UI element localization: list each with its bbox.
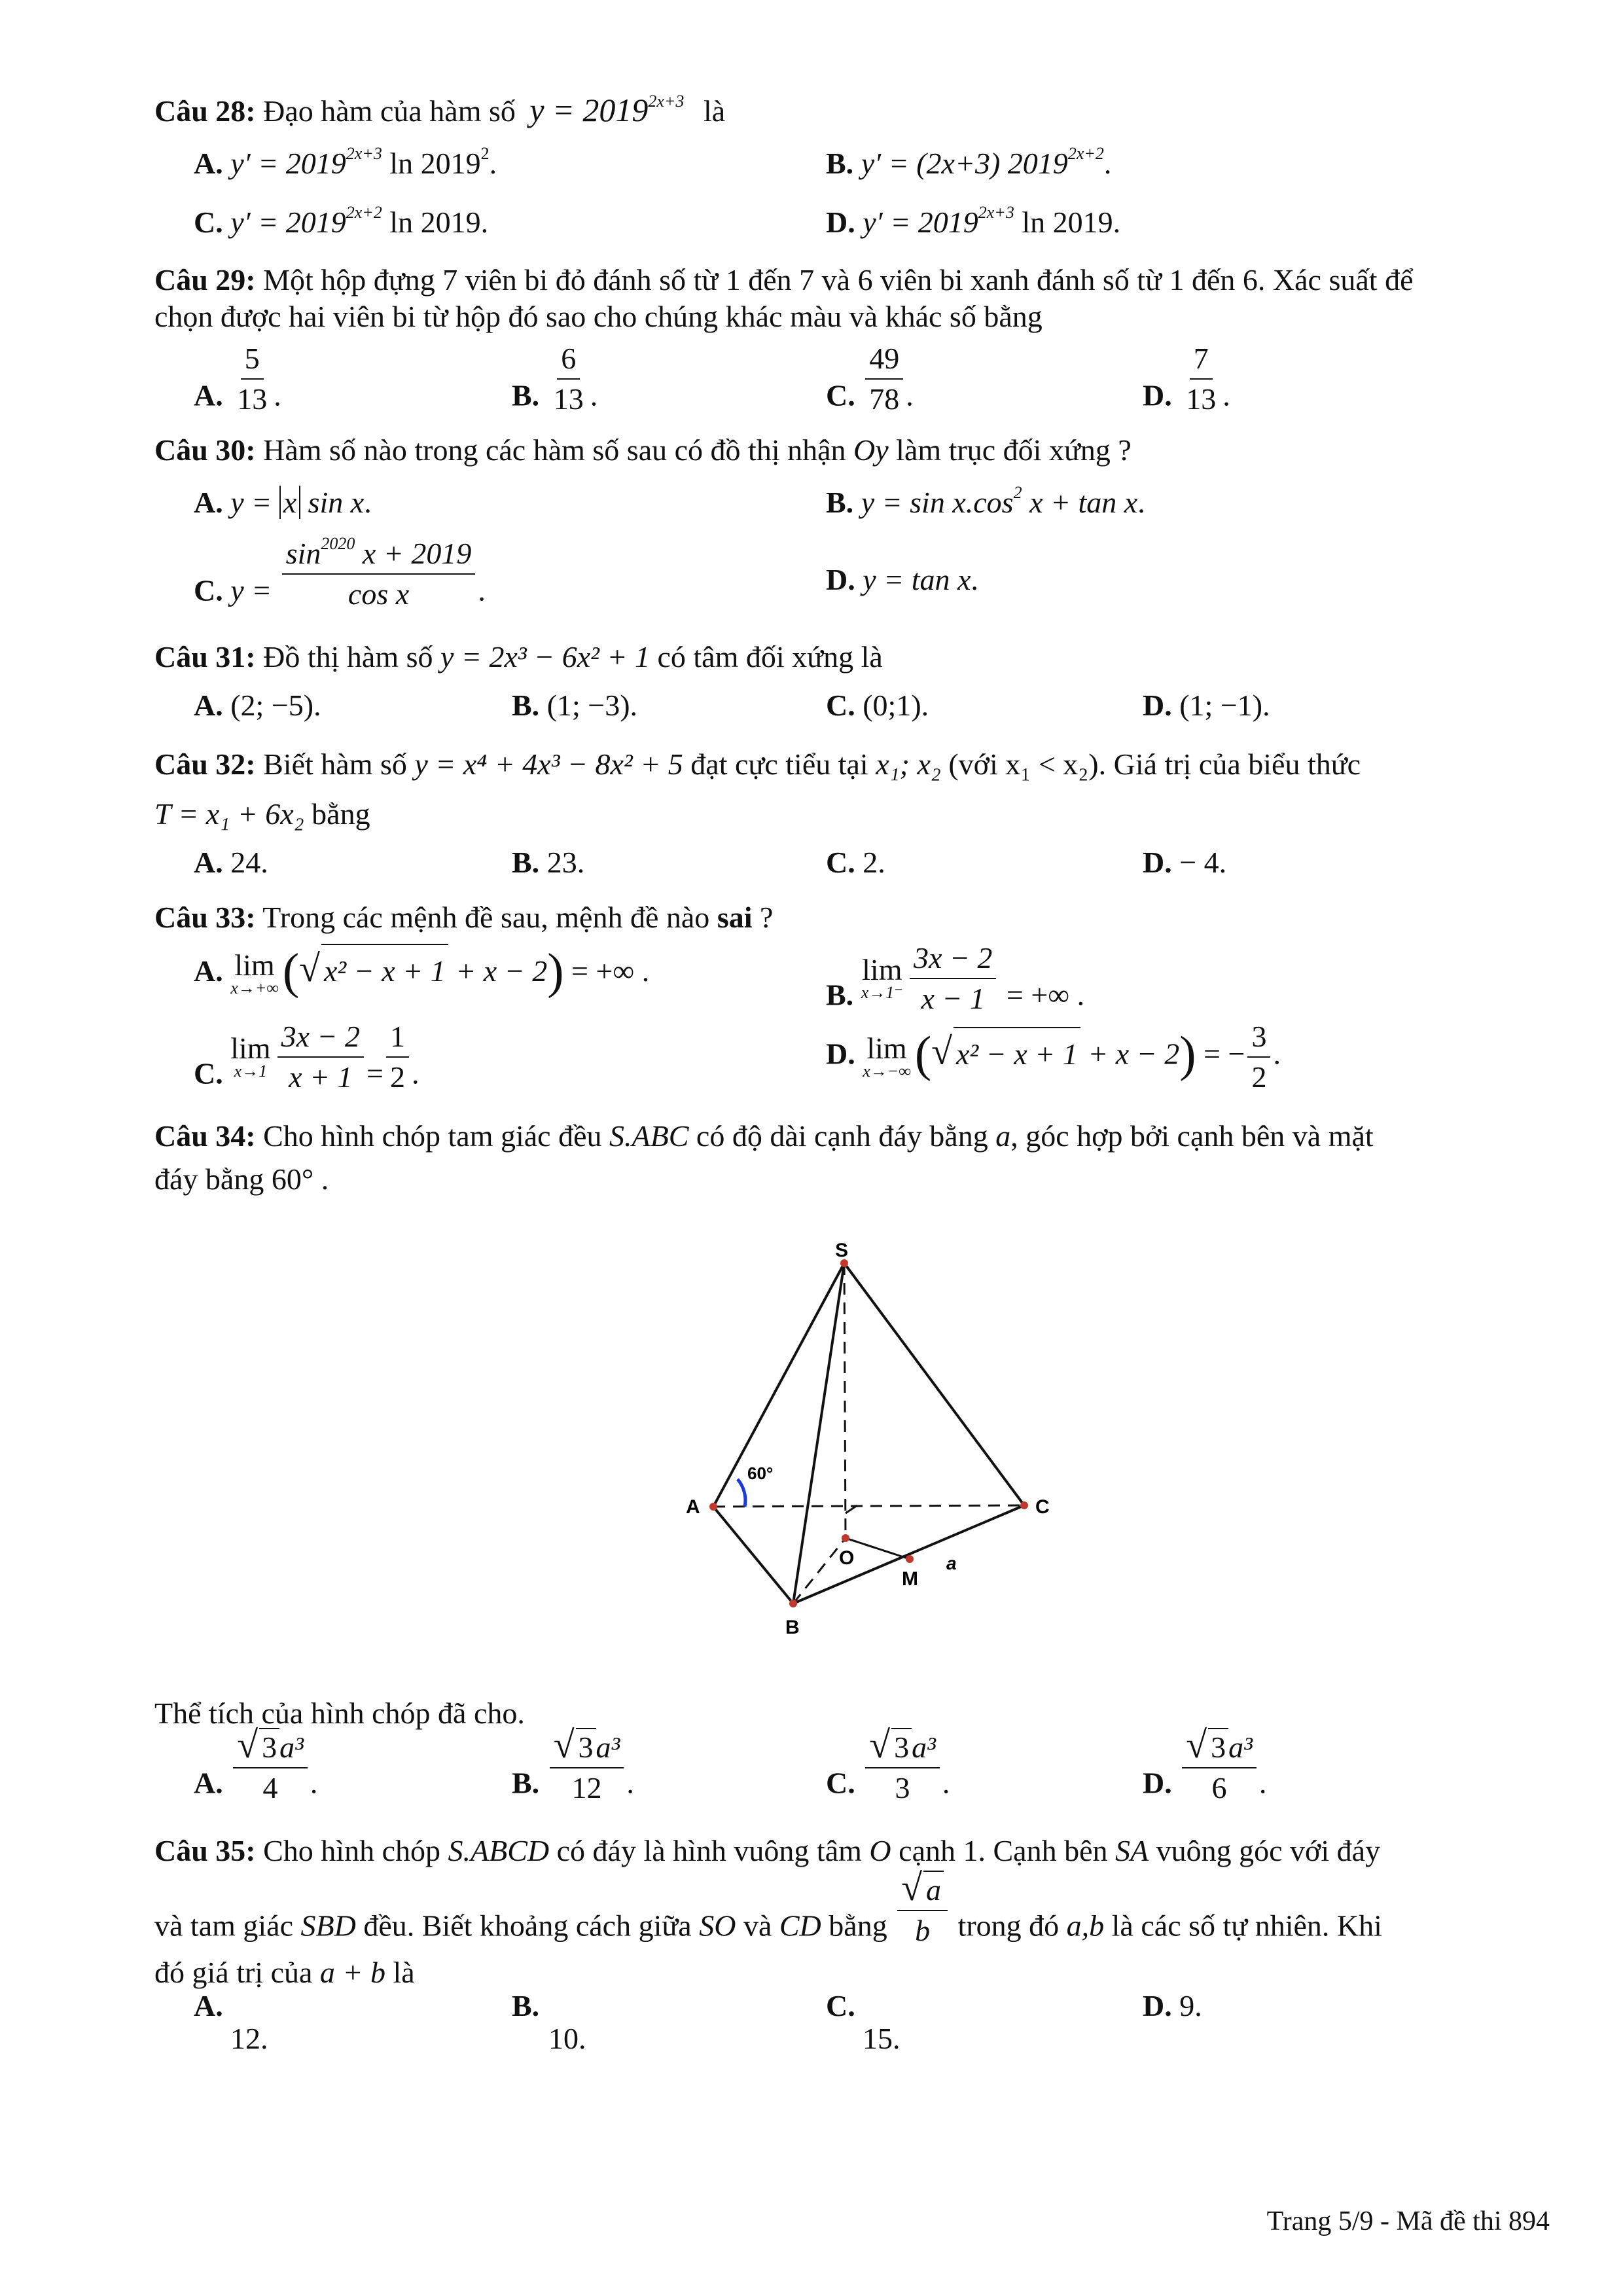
q34-option-b[interactable]: B. $\frac{\text{√ 3a³}}{12}$ . (512, 1727, 634, 1806)
option-rhs: = +∞ . (999, 978, 1085, 1012)
q31-option-d[interactable]: D. (1; −1). (1143, 689, 1270, 722)
q35-triangle: SBD (300, 1909, 356, 1943)
q28-option-d[interactable]: D. $y' = 2019^{2x+3}$ ln 2019. (826, 203, 1121, 239)
label-b: B (785, 1617, 800, 1638)
option-label: A. (194, 486, 223, 519)
option-value: $\frac{\text{√ 3a³}}{12}$ (550, 1727, 624, 1806)
option-value: y = x sin x (230, 486, 365, 519)
option-value: $\frac{\text{√ 3a³}}{3}$ (865, 1727, 940, 1806)
q31-option-a[interactable]: A. (2; −5). (194, 689, 321, 722)
q35-line2a: và tam giác (154, 1909, 294, 1943)
option-label: B. (512, 1766, 540, 1800)
option-value: $\frac{\sin^{2020} x + 2019}{\text{cos x}}$ (282, 535, 476, 613)
option-label: C. (826, 1766, 855, 1800)
q30-label: Câu 30: (154, 433, 256, 467)
option-label: C. (194, 1056, 223, 1090)
option-value: (2; −5) (230, 689, 314, 722)
option-value: $\frac{\text{√ 3a³}}{6}$ (1182, 1727, 1257, 1806)
pyramid-figure (654, 1230, 1113, 1649)
q32-stem-2 (154, 796, 1623, 833)
q32-condition: (với x₁ < x₂). Giá trị của biểu thức (948, 747, 1361, 781)
q30-option-c[interactable]: C. y = $\frac{\sin^{2020} x + 2019}{\text{cos x}}$ . (194, 535, 486, 613)
q28-option-a[interactable]: A. $y' = 2019^{2x+3}$ ln 2019$^2$. (194, 144, 497, 180)
q29-label: Câu 29: (154, 263, 256, 296)
option-value: 2. (863, 846, 885, 879)
q34-text-3: , góc hợp bởi cạnh bên và mặt (1010, 1119, 1374, 1153)
q29-stem (154, 262, 1623, 298)
option-label: A. (194, 1989, 223, 2022)
option-value: $y' = 2019^{2x+3}$ ln 2019 (863, 203, 1113, 239)
option-label: A. (194, 147, 223, 180)
option-label: B. (512, 689, 540, 722)
label-a-side: a (946, 1553, 957, 1573)
option-value: $\frac{49}{78}$ (865, 340, 903, 418)
q35-option-b[interactable] (512, 1990, 586, 2055)
q34-side: a (995, 1119, 1011, 1153)
point-m-dot (906, 1555, 914, 1563)
q33-option-b[interactable]: B. lim x→1⁻ $\frac{3x - 2}{x - 1}$ = +∞ . (826, 940, 1084, 1017)
option-value: $y' = 2019^{2x+3}$ ln 2019$^2$ (230, 144, 490, 180)
point-o-dot (842, 1534, 849, 1542)
option-value: $y' = 2019^{2x+2}$ ln 2019 (230, 203, 481, 239)
q35-stem (154, 1833, 1623, 1869)
option-value: (1; −1) (1179, 689, 1263, 722)
q35-text-2: có đáy là hình vuông tâm (556, 1834, 862, 1867)
option-radicand: x² − x + 1 (321, 944, 448, 997)
q35-line3b: là (393, 1956, 415, 1989)
q35-text-4: vuông góc với đáy (1156, 1834, 1381, 1867)
q34-option-d[interactable]: D. $\frac{\text{√ 3a³}}{6}$ . (1143, 1727, 1266, 1806)
q34-text: Cho hình chóp tam giác đều (263, 1119, 602, 1153)
q29-line1: Một hộp đựng 7 viên bi đỏ đánh số từ 1 đến 7 và 6 viên bi xanh đánh số từ 1 đến 6. Xác suất để (263, 263, 1414, 296)
option-label: D. (1143, 846, 1172, 879)
option-label: B. (512, 378, 540, 412)
q34-option-a[interactable]: A. $\frac{\text{√ 3a³}}{4}$ . (194, 1727, 317, 1806)
q33-text: Trong các mệnh đề sau, mệnh đề nào (262, 901, 710, 934)
q28-option-c[interactable]: C. $y' = 2019^{2x+2}$ ln 2019. (194, 203, 489, 239)
q29-option-a[interactable]: A. $\frac{5}{13}$ . (194, 340, 281, 418)
option-value: 10. (548, 2022, 586, 2055)
label-a: A (686, 1496, 700, 1518)
q31-stem (154, 639, 1623, 675)
option-label: D. (1143, 689, 1172, 722)
label-s: S (835, 1240, 849, 1261)
label-c: C (1035, 1496, 1050, 1518)
label-angle: 60° (747, 1463, 774, 1483)
option-value: 23. (546, 846, 585, 879)
option-value: $\frac{3x - 2}{x + 1}$ (277, 1018, 364, 1096)
label-m: M (902, 1568, 918, 1590)
option-label: B. (826, 486, 854, 519)
q35-so: SO (699, 1909, 736, 1943)
q32-func: y = x⁴ + 4x³ − 8x² + 5 (414, 747, 683, 781)
option-value: $\frac{5}{13}$ (237, 342, 268, 416)
option-value: (0;1) (863, 689, 921, 722)
q35-and: và (743, 1909, 772, 1943)
option-label: D. (826, 1037, 855, 1071)
vertex-b-dot (789, 1600, 797, 1607)
q30-stem (154, 432, 1623, 469)
option-label: D. (1143, 378, 1172, 412)
option-value: $y = \sin x.\cos^2$ x + tan x (861, 483, 1138, 519)
option-label: D. (1143, 1766, 1172, 1800)
option-radicand: x² − x + 1 (954, 1027, 1080, 1081)
q35-line2c: trong đó (957, 1909, 1060, 1943)
option-value: $\frac{\text{√ 3a³}}{4}$ (233, 1727, 308, 1806)
option-label: B. (512, 846, 540, 879)
q34-option-c[interactable]: C. $\frac{\text{√ 3a³}}{3}$ . (826, 1727, 950, 1806)
q33-bold: sai (717, 901, 753, 934)
option-label: C. (826, 689, 855, 722)
option-value: $\frac{7}{13}$ (1186, 342, 1217, 416)
q28-option-b[interactable]: B. y′ = (2x+3) $2019^{2x+2}$. (826, 144, 1112, 180)
option-label: C. (194, 206, 223, 239)
q31-text: Đồ thị hàm số (263, 640, 433, 673)
q28-label: Câu 28: (154, 94, 256, 128)
option-label: D. (826, 563, 855, 596)
q31-option-c[interactable]: C. (0;1). (826, 689, 929, 722)
q33-label: Câu 33: (154, 901, 256, 934)
label-o: O (839, 1547, 855, 1569)
q32-stem (154, 746, 1623, 783)
q35-center: O (869, 1834, 891, 1867)
q35-line3a: đó giá trị của (154, 1956, 313, 1989)
q33-tail: ? (760, 901, 774, 934)
q28-stem (154, 92, 1623, 130)
q29-option-d[interactable]: D. $\frac{7}{13}$ . (1143, 340, 1230, 418)
option-label: C. (826, 846, 855, 879)
q33-option-c[interactable]: C. lim x→1 $\frac{3x - 2}{x + 1}$ = $\frac{1}{2}$ . (194, 1018, 419, 1096)
option-label: B. (826, 147, 854, 180)
q30-option-a[interactable]: A. y = x sin x. (194, 486, 372, 519)
q30-option-b[interactable]: B. $y = \sin x.\cos^2$ x + tan x. (826, 483, 1145, 519)
q34-line2: đáy bằng 60° . (154, 1162, 329, 1196)
q28-tail: là (703, 94, 726, 128)
q31-option-b[interactable]: B. (1; −3). (512, 689, 638, 722)
q30-option-d[interactable]: D. y = tan x. (826, 563, 978, 596)
option-value: $\frac{3x - 2}{x - 1}$ (910, 940, 996, 1017)
option-label: B. (826, 978, 854, 1012)
q35-ab: a,b (1066, 1909, 1105, 1943)
option-value: 12. (230, 2022, 268, 2055)
q31-tail: có tâm đối xứng là (657, 640, 883, 673)
q29-stem-2 (154, 298, 1623, 335)
option-tail: + x − 2 (1080, 1037, 1180, 1071)
option-tail: + x − 2 (448, 954, 548, 988)
q32-expr: T = x₁ + 6x₂ (154, 797, 304, 831)
q29-line2: chọn được hai viên bi từ hộp đó sao cho chúng khác màu và khác số bằng (154, 300, 1043, 333)
option-label: A. (194, 689, 223, 722)
option-value: (1; −3) (546, 689, 630, 722)
option-label: D. (1143, 1989, 1172, 2022)
q35-sum: a + b (319, 1956, 385, 1989)
q28-text: Đạo hàm của hàm số (263, 94, 516, 128)
q35-cd: CD (779, 1909, 821, 1943)
q35-fraction: $\frac{√ a}{b}$ (897, 1869, 948, 1949)
q35-line2d: là các số tự nhiên. Khi (1111, 1909, 1382, 1943)
q28-func: $y = 2019^{2x+3}$ (529, 92, 685, 128)
q30-text: Hàm số nào trong các hàm số sau có đồ thị nhận (263, 433, 846, 467)
q31-label: Câu 31: (154, 640, 256, 673)
q30-axis: Oy (853, 433, 889, 467)
q35-edge: SA (1115, 1834, 1149, 1867)
q32-mid: đạt cực tiểu tại (690, 747, 868, 781)
q33-option-d[interactable]: D. lim x→−∞ (√ x² − x + 1 + x − 2) = − $\frac{3}{2}$ . (826, 1020, 1281, 1094)
option-value: 15. (863, 2022, 901, 2055)
q35-option-c[interactable] (826, 1990, 901, 2055)
option-label: A. (194, 846, 223, 879)
q35-line2b: đều. Biết khoảng cách giữa (363, 1909, 692, 1943)
q31-func: y = 2x³ − 6x² + 1 (440, 640, 650, 673)
vertex-a-dot (709, 1503, 717, 1511)
q35-option-d[interactable] (1143, 1990, 1623, 2022)
q35-option-a[interactable] (194, 1990, 268, 2055)
q32-tail: bằng (312, 797, 370, 831)
option-label: D. (826, 206, 855, 239)
q32-option-d[interactable] (1143, 844, 1623, 881)
option-value: 24. (230, 846, 268, 879)
q32-points: x₁; x₂ (876, 747, 941, 781)
q34-label: Câu 34: (154, 1119, 256, 1153)
option-label: A. (194, 378, 223, 412)
option-value: y = tan x (863, 563, 971, 596)
q33-option-a[interactable]: A. lim x→+∞ (√ x² − x + 1 + x − 2) = +∞ . (194, 944, 650, 999)
option-label: C. (826, 1989, 855, 2022)
option-value: − 4. (1179, 846, 1227, 879)
option-label: B. (512, 1989, 540, 2022)
page-footer: Trang 5/9 - Mã đề thi 894 (1266, 2206, 1550, 2236)
q32-label: Câu 32: (154, 747, 256, 781)
option-label: A. (194, 954, 223, 988)
q35-label: Câu 35: (154, 1834, 256, 1867)
q34-text-2: có độ dài cạnh đáy bằng (696, 1119, 988, 1153)
q35-text: Cho hình chóp (263, 1834, 441, 1867)
q35-pyramid: S.ABCD (448, 1834, 550, 1867)
q34-stem-2 (154, 1161, 1623, 1198)
q33-stem (154, 899, 1623, 936)
q30-tail: làm trục đối xứng ? (896, 433, 1132, 467)
q35-stem-2 (154, 1866, 1382, 1949)
q32-text: Biết hàm số (263, 747, 407, 781)
q34-question-text: Thể tích của hình chóp đã cho. (154, 1696, 525, 1730)
option-value: y′ = (2x+3) $2019^{2x+2}$ (861, 144, 1104, 180)
option-value: 9. (1179, 1989, 1202, 2022)
option-prefix: y = (230, 573, 279, 607)
q35-stem-3 (154, 1954, 1623, 1991)
q34-stem (154, 1118, 1623, 1155)
option-label: C. (826, 378, 855, 412)
q35-eq: bằng (829, 1909, 887, 1943)
option-value: = +∞ . (563, 954, 650, 988)
option-value: $\frac{6}{13}$ (553, 342, 584, 416)
q35-text-3: cạnh 1. Cạnh bên (899, 1834, 1108, 1867)
q34-pyramid: S.ABC (609, 1119, 689, 1153)
option-label: A. (194, 1766, 223, 1800)
q29-option-c[interactable]: C. $\frac{49}{78}$ . (826, 340, 914, 418)
option-label: C. (194, 573, 223, 607)
q29-option-b[interactable]: B. $\frac{6}{13}$ . (512, 340, 597, 418)
vertex-c-dot (1020, 1501, 1028, 1509)
